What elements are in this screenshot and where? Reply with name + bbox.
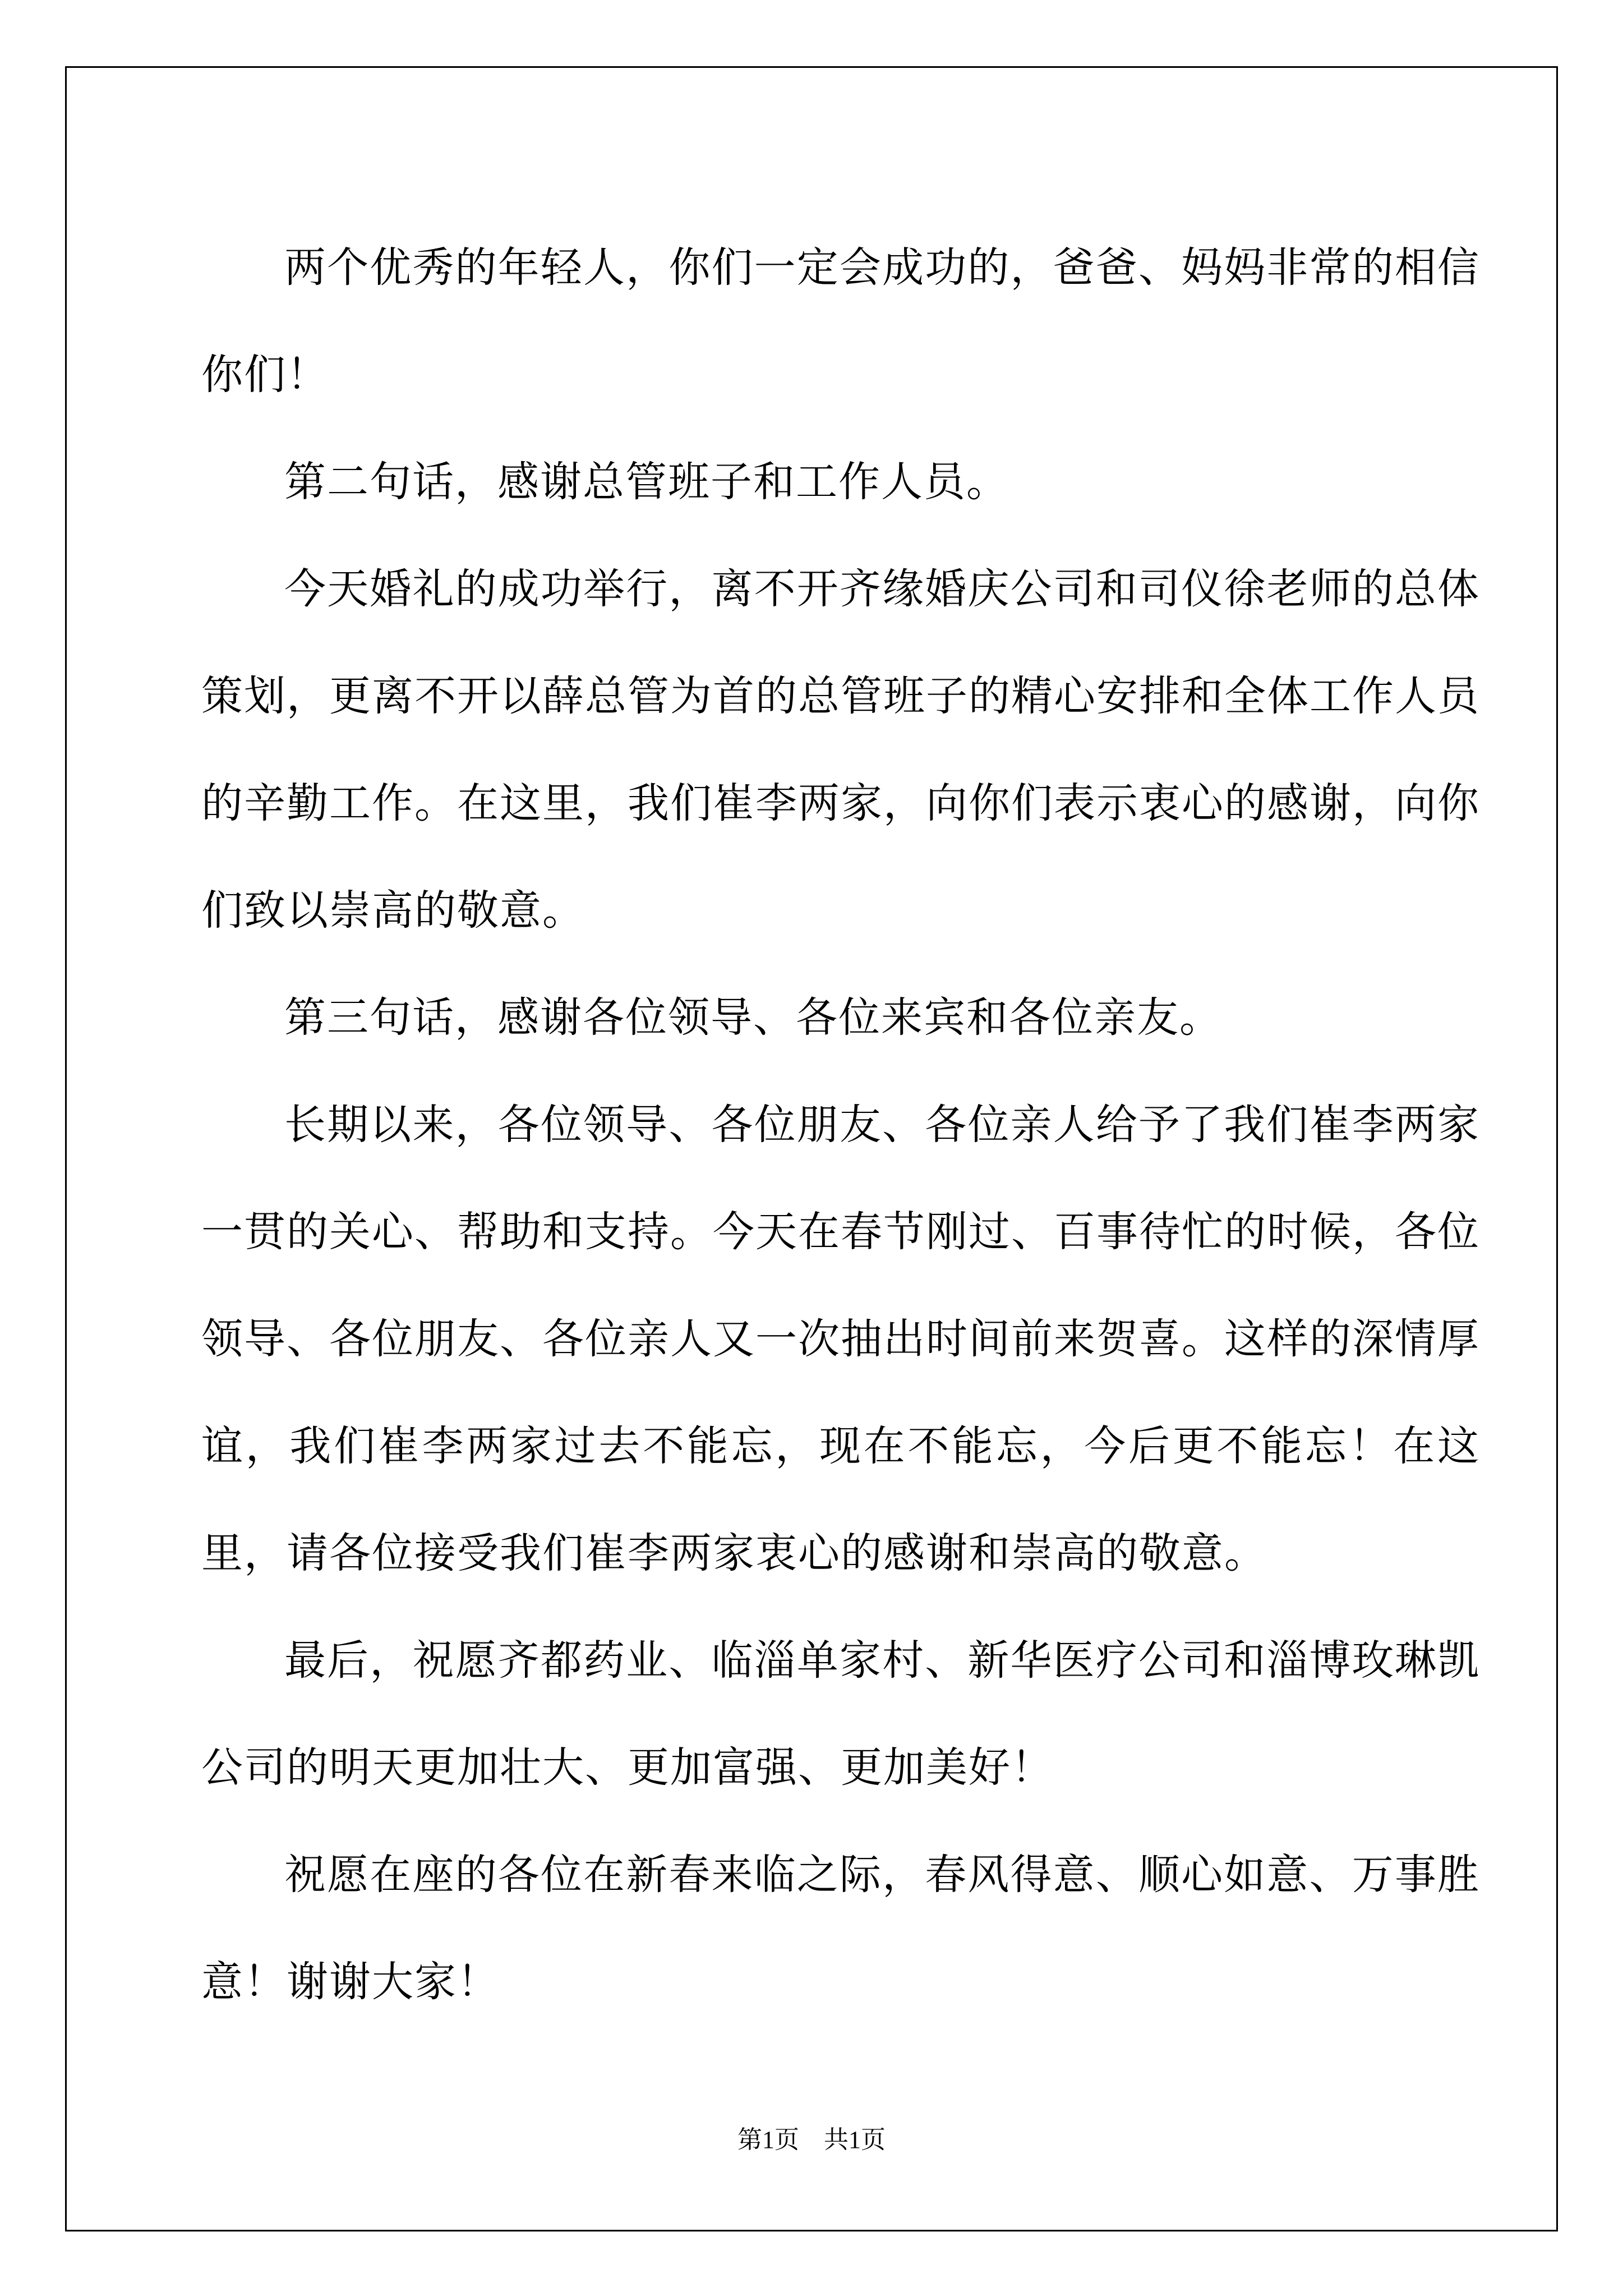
document-body [201,214,1480,2036]
paragraph: 两个优秀的年轻人，你们一定会成功的，爸爸、妈妈非常的相信你们！ [201,243,1480,399]
page-number: 第1页 共1页 [737,2126,886,2154]
paragraph: 第三句话，感谢各位领导、各位来宾和各位亲友。 [284,993,1222,1042]
paragraph: 今天婚礼的成功举行，离不开齐缘婚庆公司和司仪徐老师的总体策划，更离不开以薛总管为首的总管班子的精心安排和全体工作人员的辛勤工作。在这里，我们崔李两家，向你们表示衷心的感谢，向你们致以崇高的敬意。 [201,565,1480,935]
paragraph: 第二句话，感谢总管班子和工作人员。 [284,458,1009,506]
paragraph: 长期以来，各位领导、各位朋友、各位亲人给予了我们崔李两家一贯的关心、帮助和支持。今天在春节刚过、百事待忙的时候，各位领导、各位朋友、各位亲人又一次抽出时间前来贺喜。这样的深情厚谊，我们崔李两家过去不能忘，现在不能忘，今后更不能忘！在这里，请各位接受我们崔李两家衷心的感谢和崇高的敬意。 [201,1101,1480,1577]
paragraph: 最后，祝愿齐都药业、临淄单家村、新华医疗公司和淄博玫琳凯公司的明天更加壮大、更加富强、更加美好！ [201,1636,1480,1792]
paragraph: 祝愿在座的各位在新春来临之际，春风得意、顺心如意、万事胜意！谢谢大家！ [201,1851,1480,2006]
